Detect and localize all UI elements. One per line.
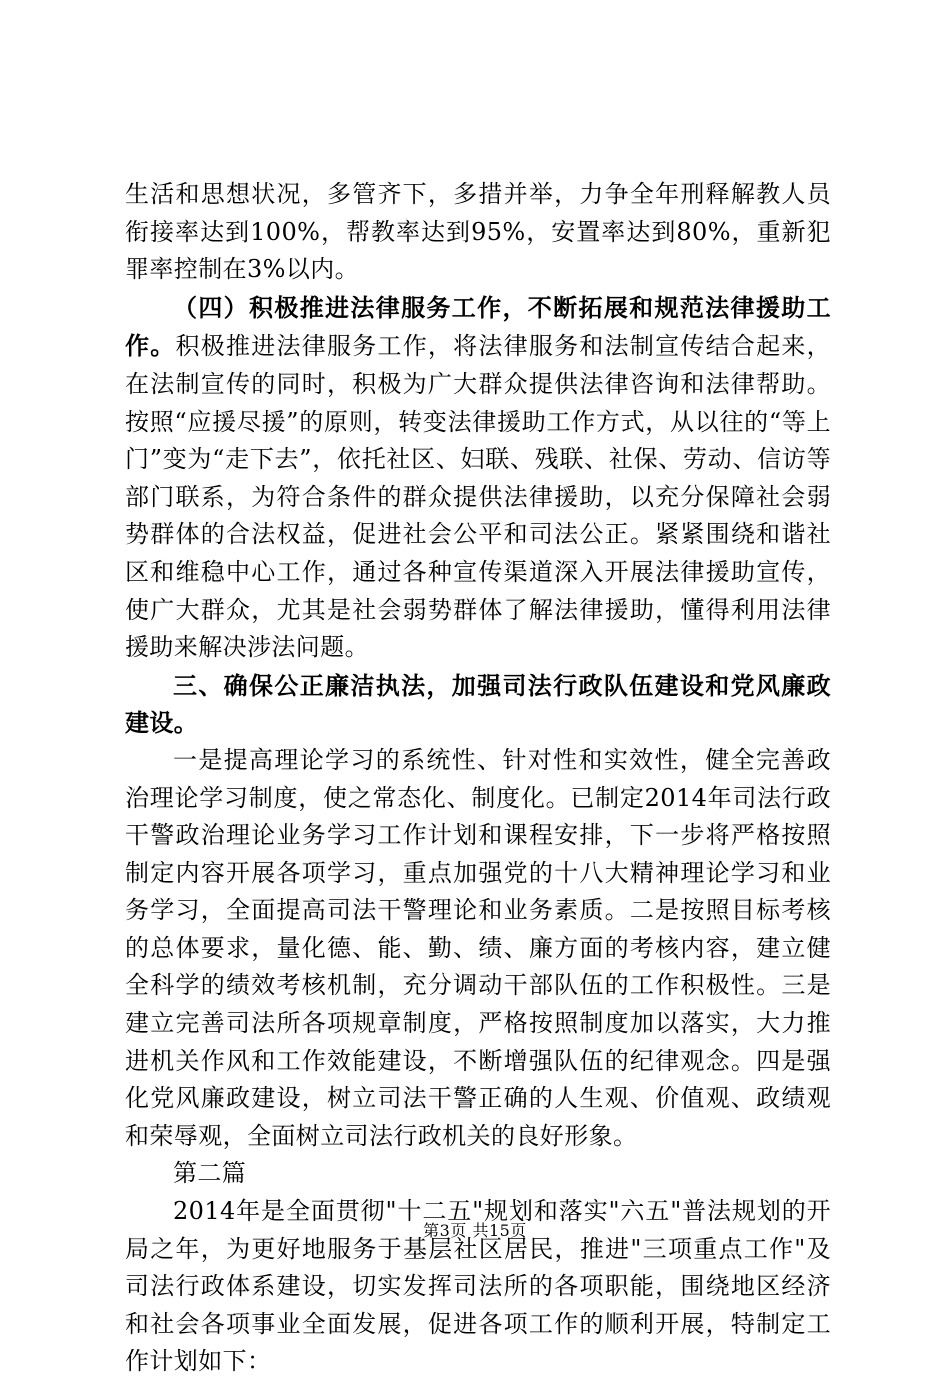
- document-body: [125, 176, 831, 1381]
- paragraph-resettlement-rates: 生活和思想状况，多管齐下，多措并举，力争全年刑释解教人员衔接率达到100%，帮教率达到95%，安置率达到80%，重新犯罪率控制在3%以内。: [125, 180, 831, 284]
- section-heading-team-building: 三、确保公正廉洁执法，加强司法行政队伍建设和党风廉政建设。: [125, 670, 831, 738]
- paragraph-legal-services: [125, 289, 831, 667]
- page-number-footer: 第3页 共15页: [423, 1221, 527, 1240]
- chapter-title-part-two: 第二篇: [173, 1159, 247, 1188]
- paragraph-work-plan-intro: 2014年是全面贯彻"十二五"规划和落实"六五"普法规划的开局之年，为更好地服务于基层社区居民，推进"三项重点工作"及司法行政体系建设，切实发挥司法所的各项职能，围绕地区经济和社会各项事业全面发展，促进各项工作的顺利开展，特制定工作计划如下：: [125, 1197, 831, 1376]
- section-heading-legal-aid: （四）积极推进法律服务工作，不断拓展和规范法律援助工作。: [125, 292, 831, 361]
- paragraph-legal-services-text: 积极推进法律服务工作，将法律服务和法制宣传结合起来，在法制宣传的同时，积极为广大群众提供法律咨询和法律帮助。按照“应援尽援”的原则，转变法律援助工作方式，从以往的“等上门”变为“走下去”，依托社区、妇联、残联、社保、劳动、信访等部门联系，为符合条件的群众提供法律援助，以充分保障社会弱势群体的合法权益，促进社会公平和司法公正。紧紧围绕和谐社区和维稳中心工作，通过各种宣传渠道深入开展法律援助宣传，使广大群众，尤其是社会弱势群体了解法律援助，懂得利用法律援助来解决涉法问题。: [125, 332, 831, 662]
- paragraph-team-building: 一是提高理论学习的系统性、针对性和实效性，健全完善政治理论学习制度，使之常态化、制度化。已制定2014年司法行政干警政治理论业务学习工作计划和课程安排，下一步将严格按照制定内容开展各项学习，重点加强党的十八大精神理论学习和业务学习，全面提高司法干警理论和业务素质。二是按照目标考核的总体要求，量化德、能、勤、绩、廉方面的考核内容，建立健全科学的绩效考核机制，充分调动干部队伍的工作积极性。三是建立完善司法所各项规章制度，严格按照制度加以落实，大力推进机关作风和工作效能建设，不断增强队伍的纪律观念。四是强化党风廉政建设，树立司法干警正确的人生观、价值观、政绩观和荣辱观，全面树立司法行政机关的良好形象。: [125, 745, 831, 1150]
